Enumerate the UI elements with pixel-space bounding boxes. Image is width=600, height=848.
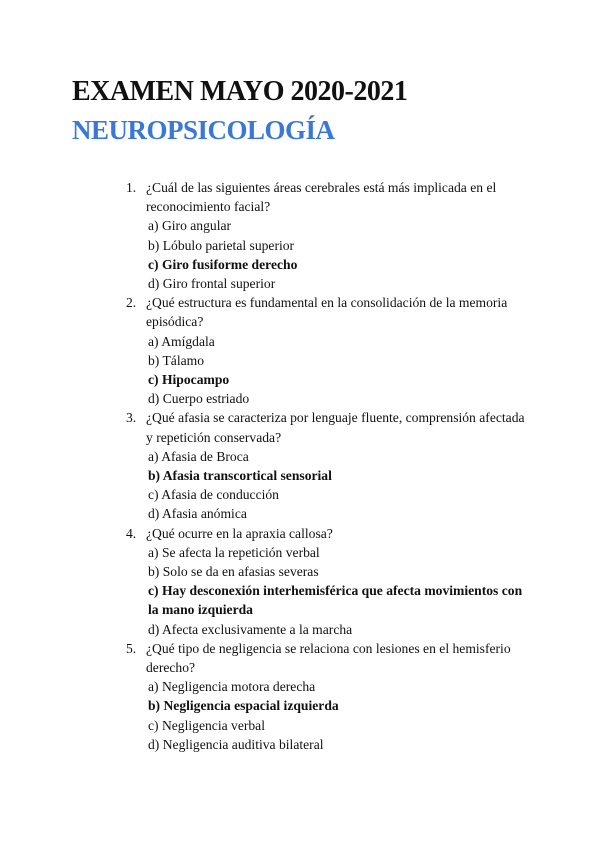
question-text: ¿Qué ocurre en la apraxia callosa?: [146, 525, 333, 541]
option-d: d) Afecta exclusivamente a la marcha: [148, 621, 353, 637]
question-text: ¿Qué estructura es fundamental en la consolidación de la memoria episódica?: [146, 295, 508, 330]
option-b: b) Tálamo: [148, 352, 204, 368]
question-number: 5.: [126, 640, 137, 656]
option-list: [146, 447, 526, 524]
option-list: [146, 216, 526, 293]
question-3: [126, 408, 526, 523]
question-list: [126, 178, 526, 754]
option-a: a) Afasia de Broca: [148, 448, 249, 464]
option-a: a) Giro angular: [148, 218, 232, 234]
option-a: a) Se afecta la repetición verbal: [148, 544, 320, 560]
question-4: [126, 524, 526, 639]
option-d: d) Afasia anómica: [148, 506, 247, 522]
option-d: d) Giro frontal superior: [148, 276, 276, 292]
question-text: ¿Cuál de las siguientes áreas cerebrales está más implicada en el reconocimiento facial?: [146, 180, 497, 215]
option-d: d) Negligencia auditiva bilateral: [148, 736, 324, 752]
option-b: b) Negligencia espacial izquierda: [148, 698, 339, 714]
option-c: c) Giro fusiforme derecho: [148, 256, 298, 272]
question-number: 3.: [126, 410, 137, 426]
option-c: c) Hay desconexión interhemisférica que afecta movimientos con la mano izquierda: [148, 583, 523, 618]
question-number: 2.: [126, 295, 137, 311]
question-number: 1.: [126, 180, 137, 195]
option-c: c) Negligencia verbal: [148, 717, 265, 733]
exam-title: EXAMEN MAYO 2020-2021: [72, 76, 408, 107]
option-a: a) Amígdala: [148, 333, 215, 349]
option-d: d) Cuerpo estriado: [148, 391, 250, 407]
option-list: [146, 543, 526, 639]
option-b: b) Lóbulo parietal superior: [148, 237, 295, 253]
option-a: a) Negligencia motora derecha: [148, 679, 316, 695]
option-c: c) Hipocampo: [148, 372, 230, 388]
option-list: [146, 677, 526, 754]
option-c: c) Afasia de conducción: [148, 487, 279, 503]
option-list: [146, 332, 526, 409]
option-b: b) Solo se da en afasias severas: [148, 564, 319, 580]
question-1: [126, 178, 526, 293]
option-b: b) Afasia transcortical sensorial: [148, 468, 332, 484]
question-2: [126, 293, 526, 408]
question-5: [126, 639, 526, 754]
question-number: 4.: [126, 525, 137, 541]
question-text: ¿Qué afasia se caracteriza por lenguaje fluente, comprensión afectada y repetición conservada?: [146, 410, 525, 445]
exam-subtitle: NEUROPSICOLOGÍA: [72, 115, 335, 145]
question-text: ¿Qué tipo de negligencia se relaciona con lesiones en el hemisferio derecho?: [146, 640, 511, 676]
